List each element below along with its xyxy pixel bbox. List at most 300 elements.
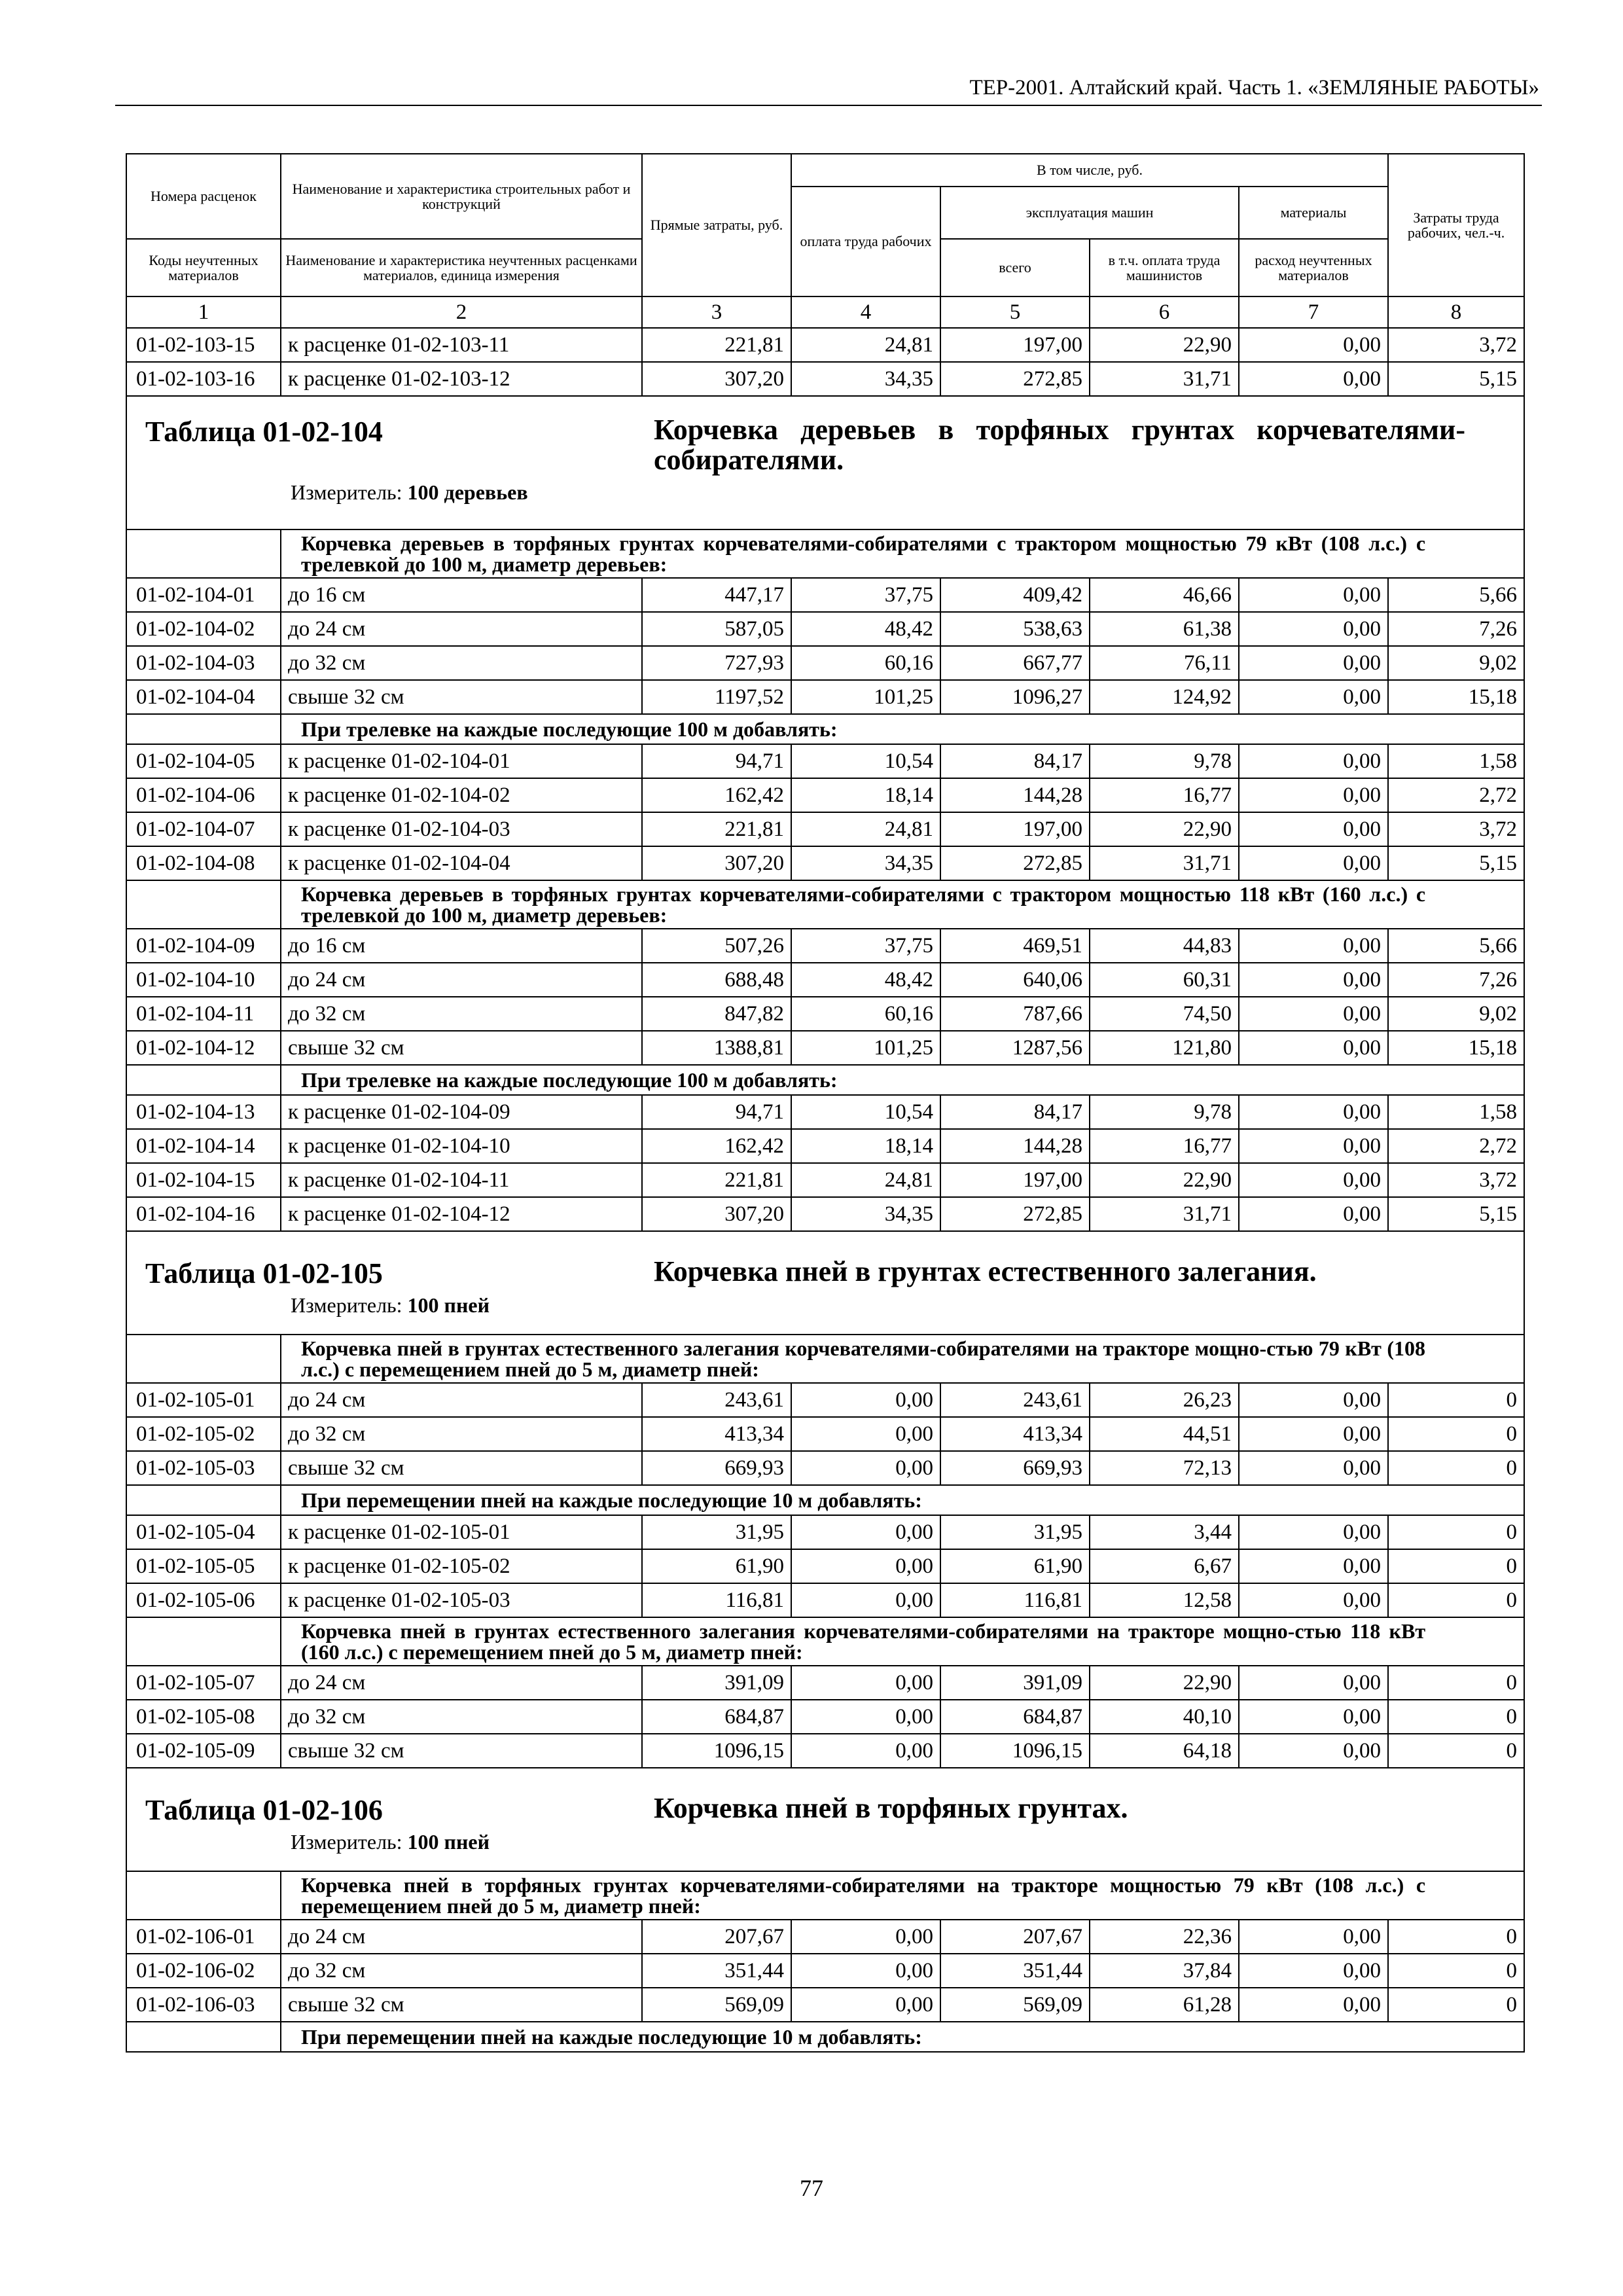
materials: 0,00 xyxy=(1239,744,1388,778)
labor-pay: 34,35 xyxy=(791,846,940,880)
machines-labor: 74,50 xyxy=(1090,997,1239,1031)
rate-code: 01-02-104-16 xyxy=(126,1197,281,1231)
labor-pay: 0,00 xyxy=(791,1954,940,1988)
header-incl: В том числе, руб. xyxy=(791,154,1388,187)
group-heading: Корчевка пней в грунтах естественного залегания корчевателями-собирателями на тракторе мощно-стью 79 кВт (108 л.с.) с перемещением пней до 5 м, диаметр пней: xyxy=(281,1335,1524,1383)
machines-labor: 22,36 xyxy=(1090,1920,1239,1954)
table-row xyxy=(126,362,1524,396)
table-row xyxy=(126,812,1524,846)
rate-code: 01-02-104-08 xyxy=(126,846,281,880)
machines-total: 207,67 xyxy=(940,1920,1090,1954)
rate-code: 01-02-103-15 xyxy=(126,328,281,362)
labor-pay: 0,00 xyxy=(791,1920,940,1954)
group-heading-code-cell xyxy=(126,1335,281,1383)
machines-total: 197,00 xyxy=(940,1163,1090,1197)
table-row xyxy=(126,1095,1524,1129)
table-row xyxy=(126,744,1524,778)
rate-code: 01-02-105-09 xyxy=(126,1734,281,1768)
table-number: Таблица 01-02-104 xyxy=(145,416,383,448)
machines-labor: 9,78 xyxy=(1090,1095,1239,1129)
direct-cost: 61,90 xyxy=(642,1549,791,1583)
materials: 0,00 xyxy=(1239,1666,1388,1700)
labor-hours: 2,72 xyxy=(1388,1129,1524,1163)
machines-total: 272,85 xyxy=(940,1197,1090,1231)
machines-total: 197,00 xyxy=(940,812,1090,846)
machines-total: 640,06 xyxy=(940,963,1090,997)
column-number: 3 xyxy=(642,296,791,328)
labor-pay: 37,75 xyxy=(791,929,940,963)
labor-pay: 24,81 xyxy=(791,1163,940,1197)
labor-hours: 3,72 xyxy=(1388,812,1524,846)
rate-code: 01-02-104-09 xyxy=(126,929,281,963)
machines-labor: 44,83 xyxy=(1090,929,1239,963)
column-number: 7 xyxy=(1239,296,1388,328)
work-name: к расценке 01-02-105-03 xyxy=(281,1583,642,1617)
header-mach-labor: в т.ч. оплата труда машинистов xyxy=(1090,239,1239,296)
machines-labor: 16,77 xyxy=(1090,778,1239,812)
group-heading-row xyxy=(126,1871,1524,1920)
work-name: до 24 см xyxy=(281,1383,642,1417)
section-row xyxy=(126,396,1524,529)
rate-code: 01-02-104-02 xyxy=(126,612,281,646)
machines-total: 409,42 xyxy=(940,578,1090,612)
table-row xyxy=(126,997,1524,1031)
labor-pay: 34,35 xyxy=(791,362,940,396)
price-table xyxy=(126,153,1525,2053)
header-labor: оплата труда рабочих xyxy=(791,187,940,296)
labor-hours: 0 xyxy=(1388,1666,1524,1700)
work-name: до 24 см xyxy=(281,612,642,646)
group-heading-code-cell xyxy=(126,2022,281,2052)
rate-code: 01-02-104-04 xyxy=(126,680,281,714)
work-name: к расценке 01-02-104-02 xyxy=(281,778,642,812)
direct-cost: 727,93 xyxy=(642,646,791,680)
machines-labor: 31,71 xyxy=(1090,362,1239,396)
group-heading: При перемещении пней на каждые последующие 10 м добавлять: xyxy=(281,2022,1524,2052)
materials: 0,00 xyxy=(1239,1549,1388,1583)
header-labor-cost: Затраты труда рабочих, чел.-ч. xyxy=(1388,154,1524,296)
table-row xyxy=(126,778,1524,812)
table-row xyxy=(126,846,1524,880)
labor-pay: 60,16 xyxy=(791,646,940,680)
column-number: 4 xyxy=(791,296,940,328)
table-row xyxy=(126,578,1524,612)
labor-pay: 0,00 xyxy=(791,1666,940,1700)
labor-pay: 37,75 xyxy=(791,578,940,612)
materials: 0,00 xyxy=(1239,997,1388,1031)
machines-labor: 22,90 xyxy=(1090,1666,1239,1700)
machines-total: 243,61 xyxy=(940,1383,1090,1417)
work-name: до 24 см xyxy=(281,1666,642,1700)
rate-code: 01-02-104-15 xyxy=(126,1163,281,1197)
materials: 0,00 xyxy=(1239,1954,1388,1988)
machines-labor: 22,90 xyxy=(1090,328,1239,362)
materials: 0,00 xyxy=(1239,1095,1388,1129)
group-heading-row xyxy=(126,714,1524,744)
labor-hours: 0 xyxy=(1388,1549,1524,1583)
table-title: Корчевка деревьев в торфяных грунтах корчевателями-собирателями. xyxy=(654,414,1465,476)
materials: 0,00 xyxy=(1239,1515,1388,1549)
labor-pay: 101,25 xyxy=(791,680,940,714)
machines-total: 116,81 xyxy=(940,1583,1090,1617)
rate-code: 01-02-106-03 xyxy=(126,1988,281,2022)
direct-cost: 243,61 xyxy=(642,1383,791,1417)
work-name: до 32 см xyxy=(281,646,642,680)
work-name: до 16 см xyxy=(281,929,642,963)
work-name: к расценке 01-02-104-10 xyxy=(281,1129,642,1163)
direct-cost: 307,20 xyxy=(642,362,791,396)
machines-labor: 6,67 xyxy=(1090,1549,1239,1583)
machines-labor: 31,71 xyxy=(1090,846,1239,880)
direct-cost: 1096,15 xyxy=(642,1734,791,1768)
materials: 0,00 xyxy=(1239,1920,1388,1954)
machines-labor: 9,78 xyxy=(1090,744,1239,778)
machines-labor: 37,84 xyxy=(1090,1954,1239,1988)
machines-total: 144,28 xyxy=(940,778,1090,812)
labor-pay: 0,00 xyxy=(791,1734,940,1768)
work-name: к расценке 01-02-104-12 xyxy=(281,1197,642,1231)
machines-labor: 26,23 xyxy=(1090,1383,1239,1417)
labor-pay: 18,14 xyxy=(791,1129,940,1163)
rate-code: 01-02-104-03 xyxy=(126,646,281,680)
work-name: до 32 см xyxy=(281,1954,642,1988)
direct-cost: 207,67 xyxy=(642,1920,791,1954)
machines-labor: 72,13 xyxy=(1090,1451,1239,1485)
labor-pay: 0,00 xyxy=(791,1700,940,1734)
table-title: Корчевка пней в торфяных грунтах. xyxy=(654,1792,1128,1824)
labor-hours: 0 xyxy=(1388,1700,1524,1734)
machines-total: 413,34 xyxy=(940,1417,1090,1451)
header-machines: эксплуатация машин xyxy=(940,187,1239,239)
materials: 0,00 xyxy=(1239,963,1388,997)
labor-pay: 34,35 xyxy=(791,1197,940,1231)
group-heading: Корчевка деревьев в торфяных грунтах корчевателями-собирателями с трактором мощностью 79 кВт (108 л.с.) с трелевкой до 100 м, диаметр деревьев: xyxy=(281,529,1524,578)
labor-pay: 0,00 xyxy=(791,1417,940,1451)
group-heading-row xyxy=(126,880,1524,929)
labor-hours: 5,66 xyxy=(1388,578,1524,612)
direct-cost: 307,20 xyxy=(642,846,791,880)
rate-code: 01-02-106-02 xyxy=(126,1954,281,1988)
group-heading-row xyxy=(126,1335,1524,1383)
machines-total: 787,66 xyxy=(940,997,1090,1031)
machines-labor: 61,38 xyxy=(1090,612,1239,646)
group-heading-code-cell xyxy=(126,529,281,578)
table-row xyxy=(126,1163,1524,1197)
direct-cost: 307,20 xyxy=(642,1197,791,1231)
materials: 0,00 xyxy=(1239,1197,1388,1231)
rate-code: 01-02-105-05 xyxy=(126,1549,281,1583)
machines-total: 538,63 xyxy=(940,612,1090,646)
machines-labor: 22,90 xyxy=(1090,1163,1239,1197)
machines-total: 684,87 xyxy=(940,1700,1090,1734)
rate-code: 01-02-104-05 xyxy=(126,744,281,778)
materials: 0,00 xyxy=(1239,362,1388,396)
rate-code: 01-02-105-06 xyxy=(126,1583,281,1617)
machines-labor: 3,44 xyxy=(1090,1515,1239,1549)
direct-cost: 507,26 xyxy=(642,929,791,963)
labor-hours: 3,72 xyxy=(1388,328,1524,362)
table-row xyxy=(126,1666,1524,1700)
machines-total: 61,90 xyxy=(940,1549,1090,1583)
machines-total: 569,09 xyxy=(940,1988,1090,2022)
direct-cost: 94,71 xyxy=(642,1095,791,1129)
unit-label: Измеритель: xyxy=(291,1293,402,1317)
work-name: к расценке 01-02-103-12 xyxy=(281,362,642,396)
table-row xyxy=(126,612,1524,646)
group-heading-code-cell xyxy=(126,1485,281,1515)
machines-total: 391,09 xyxy=(940,1666,1090,1700)
work-name: к расценке 01-02-104-03 xyxy=(281,812,642,846)
labor-hours: 0 xyxy=(1388,1734,1524,1768)
materials: 0,00 xyxy=(1239,846,1388,880)
labor-hours: 5,15 xyxy=(1388,846,1524,880)
table-row xyxy=(126,1700,1524,1734)
rate-code: 01-02-104-06 xyxy=(126,778,281,812)
machines-labor: 40,10 xyxy=(1090,1700,1239,1734)
machines-total: 197,00 xyxy=(940,328,1090,362)
direct-cost: 413,34 xyxy=(642,1417,791,1451)
work-name: к расценке 01-02-104-04 xyxy=(281,846,642,880)
direct-cost: 847,82 xyxy=(642,997,791,1031)
header-row-1 xyxy=(126,154,1524,187)
work-name: к расценке 01-02-105-02 xyxy=(281,1549,642,1583)
table-row xyxy=(126,646,1524,680)
table-title: Корчевка пней в грунтах естественного залегания. xyxy=(654,1255,1317,1287)
materials: 0,00 xyxy=(1239,1583,1388,1617)
work-name: до 32 см xyxy=(281,997,642,1031)
table-row xyxy=(126,1583,1524,1617)
direct-cost: 162,42 xyxy=(642,778,791,812)
table-row xyxy=(126,1954,1524,1988)
direct-cost: 162,42 xyxy=(642,1129,791,1163)
machines-total: 469,51 xyxy=(940,929,1090,963)
direct-cost: 669,93 xyxy=(642,1451,791,1485)
materials: 0,00 xyxy=(1239,328,1388,362)
labor-pay: 60,16 xyxy=(791,997,940,1031)
machines-total: 272,85 xyxy=(940,362,1090,396)
labor-pay: 24,81 xyxy=(791,328,940,362)
group-heading-row xyxy=(126,529,1524,578)
header-uncounted-names: Наименование и характеристика неучтенных расценками материалов, единица измерения xyxy=(281,239,642,296)
work-name: свыше 32 см xyxy=(281,1734,642,1768)
table-row xyxy=(126,1549,1524,1583)
direct-cost: 1388,81 xyxy=(642,1031,791,1065)
machines-total: 667,77 xyxy=(940,646,1090,680)
table-row xyxy=(126,1197,1524,1231)
table-row xyxy=(126,1988,1524,2022)
table-number: Таблица 01-02-105 xyxy=(145,1257,383,1289)
materials: 0,00 xyxy=(1239,1700,1388,1734)
materials: 0,00 xyxy=(1239,1734,1388,1768)
unit-value: 100 пней xyxy=(407,1830,490,1854)
machines-total: 669,93 xyxy=(940,1451,1090,1485)
labor-hours: 0 xyxy=(1388,1383,1524,1417)
labor-pay: 0,00 xyxy=(791,1383,940,1417)
materials: 0,00 xyxy=(1239,646,1388,680)
labor-hours: 5,15 xyxy=(1388,1197,1524,1231)
group-heading-code-cell xyxy=(126,880,281,929)
labor-pay: 48,42 xyxy=(791,612,940,646)
materials: 0,00 xyxy=(1239,1451,1388,1485)
header-direct: Прямые затраты, руб. xyxy=(642,154,791,296)
section-row xyxy=(126,1768,1524,1871)
work-name: к расценке 01-02-104-01 xyxy=(281,744,642,778)
table-row xyxy=(126,328,1524,362)
rate-code: 01-02-104-01 xyxy=(126,578,281,612)
labor-hours: 0 xyxy=(1388,1988,1524,2022)
direct-cost: 447,17 xyxy=(642,578,791,612)
rate-code: 01-02-105-07 xyxy=(126,1666,281,1700)
rate-code: 01-02-105-02 xyxy=(126,1417,281,1451)
table-row xyxy=(126,1734,1524,1768)
materials: 0,00 xyxy=(1239,778,1388,812)
column-number-row xyxy=(126,296,1524,328)
group-heading-code-cell xyxy=(126,1871,281,1920)
work-name: к расценке 01-02-105-01 xyxy=(281,1515,642,1549)
page-number: 77 xyxy=(800,2175,823,2201)
labor-hours: 3,72 xyxy=(1388,1163,1524,1197)
rate-code: 01-02-105-03 xyxy=(126,1451,281,1485)
header-materials: материалы xyxy=(1239,187,1388,239)
direct-cost: 1197,52 xyxy=(642,680,791,714)
machines-labor: 76,11 xyxy=(1090,646,1239,680)
direct-cost: 569,09 xyxy=(642,1988,791,2022)
machines-labor: 22,90 xyxy=(1090,812,1239,846)
labor-hours: 7,26 xyxy=(1388,963,1524,997)
group-heading: При трелевке на каждые последующие 100 м добавлять: xyxy=(281,714,1524,744)
machines-labor: 46,66 xyxy=(1090,578,1239,612)
materials: 0,00 xyxy=(1239,1129,1388,1163)
direct-cost: 688,48 xyxy=(642,963,791,997)
group-heading: Корчевка пней в торфяных грунтах корчевателями-собирателями на тракторе мощностью 79 кВт (108 л.с.) с перемещением пней до 5 м, диаметр пней: xyxy=(281,1871,1524,1920)
work-name: до 32 см xyxy=(281,1700,642,1734)
machines-labor: 12,58 xyxy=(1090,1583,1239,1617)
labor-hours: 5,15 xyxy=(1388,362,1524,396)
rate-code: 01-02-105-01 xyxy=(126,1383,281,1417)
labor-hours: 0 xyxy=(1388,1583,1524,1617)
labor-pay: 0,00 xyxy=(791,1451,940,1485)
rate-code: 01-02-105-08 xyxy=(126,1700,281,1734)
table-row xyxy=(126,1451,1524,1485)
rate-code: 01-02-104-13 xyxy=(126,1095,281,1129)
work-name: к расценке 01-02-104-09 xyxy=(281,1095,642,1129)
table-row xyxy=(126,963,1524,997)
materials: 0,00 xyxy=(1239,612,1388,646)
group-heading-row xyxy=(126,1065,1524,1095)
header-uncounted-codes: Коды неучтенных материалов xyxy=(126,239,281,296)
header-name: Наименование и характеристика строительных работ и конструкций xyxy=(281,154,642,239)
machines-total: 1096,27 xyxy=(940,680,1090,714)
machines-labor: 44,51 xyxy=(1090,1417,1239,1451)
unit-value: 100 пней xyxy=(407,1293,490,1317)
machines-total: 144,28 xyxy=(940,1129,1090,1163)
labor-hours: 0 xyxy=(1388,1417,1524,1451)
table-row xyxy=(126,1515,1524,1549)
rate-code: 01-02-104-07 xyxy=(126,812,281,846)
group-heading-code-cell xyxy=(126,1065,281,1095)
table-row xyxy=(126,1129,1524,1163)
labor-pay: 0,00 xyxy=(791,1515,940,1549)
work-name: свыше 32 см xyxy=(281,1031,642,1065)
labor-pay: 0,00 xyxy=(791,1583,940,1617)
unit-label: Измеритель: xyxy=(291,480,402,504)
unit-line xyxy=(291,480,528,505)
labor-hours: 0 xyxy=(1388,1954,1524,1988)
table-number: Таблица 01-02-106 xyxy=(145,1794,383,1826)
header-mat-uncounted: расход неучтенных материалов xyxy=(1239,239,1388,296)
materials: 0,00 xyxy=(1239,680,1388,714)
column-number: 6 xyxy=(1090,296,1239,328)
machines-labor: 61,28 xyxy=(1090,1988,1239,2022)
machines-total: 1096,15 xyxy=(940,1734,1090,1768)
machines-labor: 124,92 xyxy=(1090,680,1239,714)
labor-hours: 5,66 xyxy=(1388,929,1524,963)
group-heading-row xyxy=(126,1617,1524,1666)
direct-cost: 684,87 xyxy=(642,1700,791,1734)
work-name: свыше 32 см xyxy=(281,1988,642,2022)
labor-hours: 7,26 xyxy=(1388,612,1524,646)
direct-cost: 116,81 xyxy=(642,1583,791,1617)
labor-pay: 0,00 xyxy=(791,1549,940,1583)
rate-code: 01-02-106-01 xyxy=(126,1920,281,1954)
labor-hours: 1,58 xyxy=(1388,744,1524,778)
group-heading-code-cell xyxy=(126,1617,281,1666)
labor-pay: 101,25 xyxy=(791,1031,940,1065)
work-name: к расценке 01-02-103-11 xyxy=(281,328,642,362)
unit-label: Измеритель: xyxy=(291,1830,402,1854)
materials: 0,00 xyxy=(1239,812,1388,846)
machines-labor: 60,31 xyxy=(1090,963,1239,997)
group-heading-row xyxy=(126,1485,1524,1515)
labor-pay: 48,42 xyxy=(791,963,940,997)
labor-hours: 0 xyxy=(1388,1920,1524,1954)
direct-cost: 221,81 xyxy=(642,1163,791,1197)
labor-hours: 9,02 xyxy=(1388,997,1524,1031)
materials: 0,00 xyxy=(1239,578,1388,612)
group-heading: При перемещении пней на каждые последующие 10 м добавлять: xyxy=(281,1485,1524,1515)
table-row xyxy=(126,1417,1524,1451)
rate-code: 01-02-104-14 xyxy=(126,1129,281,1163)
group-heading: При трелевке на каждые последующие 100 м добавлять: xyxy=(281,1065,1524,1095)
machines-total: 84,17 xyxy=(940,744,1090,778)
page-header xyxy=(115,73,1542,106)
labor-hours: 0 xyxy=(1388,1451,1524,1485)
labor-hours: 15,18 xyxy=(1388,680,1524,714)
column-number: 1 xyxy=(126,296,281,328)
labor-pay: 10,54 xyxy=(791,744,940,778)
document-title: ТЕР-2001. Алтайский край. Часть 1. «ЗЕМЛЯНЫЕ РАБОТЫ» xyxy=(969,76,1539,99)
machines-total: 1287,56 xyxy=(940,1031,1090,1065)
header-mach-total: всего xyxy=(940,239,1090,296)
rate-code: 01-02-103-16 xyxy=(126,362,281,396)
section-row xyxy=(126,1231,1524,1335)
column-number: 2 xyxy=(281,296,642,328)
machines-labor: 121,80 xyxy=(1090,1031,1239,1065)
direct-cost: 351,44 xyxy=(642,1954,791,1988)
rate-code: 01-02-105-04 xyxy=(126,1515,281,1549)
group-heading: Корчевка пней в грунтах естественного залегания корчевателями-собирателями на тракторе мощно-стью 118 кВт (160 л.с.) с перемещением пней до 5 м, диаметр пней: xyxy=(281,1617,1524,1666)
work-name: к расценке 01-02-104-11 xyxy=(281,1163,642,1197)
unit-line xyxy=(291,1830,490,1854)
table-row xyxy=(126,929,1524,963)
labor-hours: 2,72 xyxy=(1388,778,1524,812)
table-row xyxy=(126,1383,1524,1417)
materials: 0,00 xyxy=(1239,1163,1388,1197)
labor-pay: 0,00 xyxy=(791,1988,940,2022)
unit-value: 100 деревьев xyxy=(407,480,528,504)
materials: 0,00 xyxy=(1239,929,1388,963)
machines-total: 84,17 xyxy=(940,1095,1090,1129)
